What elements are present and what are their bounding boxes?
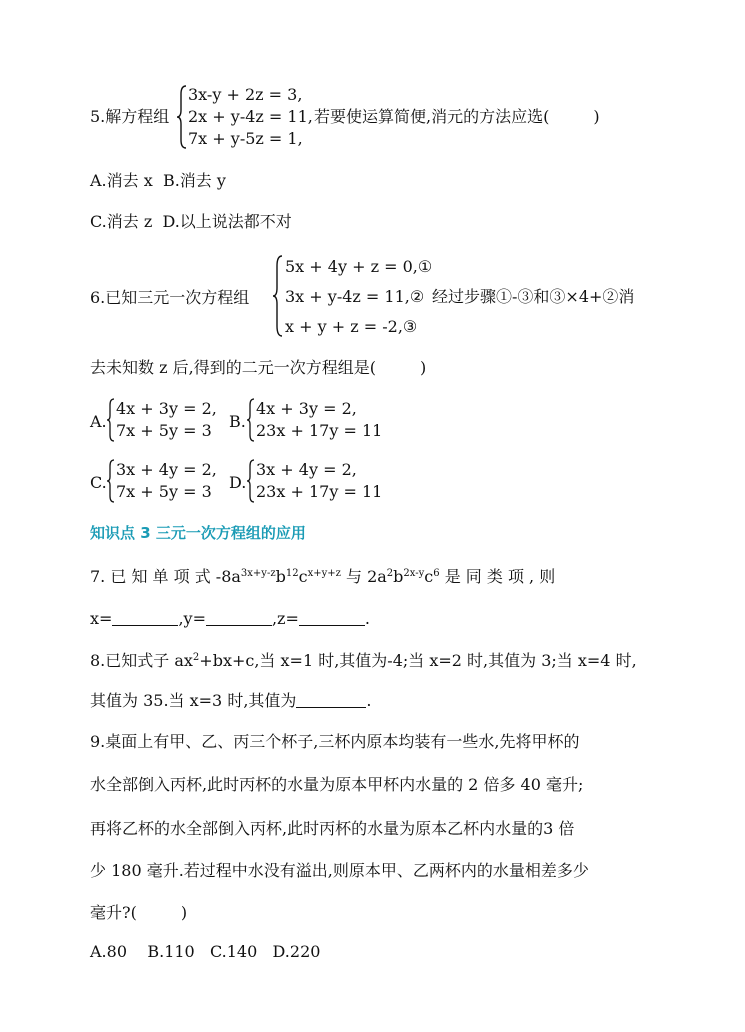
q8-line1: 8.已知式子 $ax^2+bx+c$,当 x=1 时,其值为-4;当 x=2 时,其值为 3;当 x=4 时, bbox=[90, 651, 637, 670]
q6-prefix: 6.已知三元一次方程组 bbox=[90, 288, 250, 307]
q6-close: ) bbox=[419, 358, 427, 377]
q6-option-d-system bbox=[256, 459, 396, 503]
q7-line1: 7. 已 知 单 项 式 $-8a^{3x+y-z}b^{12}c^{x+y+z}$ 与 $2a^2b^{2x-y}c^6$ 是 同 类 项 , 则 bbox=[90, 567, 556, 586]
q6-option-c-system bbox=[116, 459, 226, 503]
q6-option-c-eq1: 3x + 4y = 2, bbox=[116, 460, 217, 479]
q6-option-a-brace bbox=[106, 398, 116, 442]
q6-option-c-brace bbox=[106, 459, 116, 503]
q6-eq2: 3x + y-4z = 11,② bbox=[285, 287, 425, 306]
q6-option-b-eq1: 4x + 3y = 2, bbox=[256, 399, 357, 418]
q5-suffix: 若要使运算简便,消元的方法应选( bbox=[314, 107, 550, 126]
q5-option-d: D.以上说法都不对 bbox=[162, 212, 292, 231]
q5-eq3: 7x + y-5z = 1, bbox=[188, 129, 303, 148]
section-title: 知识点 3 三元一次方程组的应用 bbox=[90, 524, 306, 542]
q6-option-a-eq1: 4x + 3y = 2, bbox=[116, 399, 217, 418]
q9-line4: 少 180 毫升.若过程中水没有溢出,则原本甲、乙两杯内的水量相差多少 bbox=[90, 861, 589, 880]
q9-close: ) bbox=[180, 903, 188, 922]
q5-eq1: 3x-y + 2z = 3, bbox=[188, 85, 303, 104]
q6-brace bbox=[272, 254, 284, 338]
q6-option-d-label: D. bbox=[229, 473, 247, 492]
q5-eq2: 2x + y-4z = 11, bbox=[188, 107, 313, 126]
q5-close: ) bbox=[593, 107, 600, 126]
q6-option-b-system bbox=[256, 398, 396, 442]
q5-prefix: 5.解方程组 bbox=[90, 107, 170, 126]
q5-brace bbox=[176, 84, 188, 150]
q5-option-c: C.消去 z bbox=[90, 212, 153, 231]
q6-suffix: 经过步骤①-③和③×4+②消 bbox=[432, 287, 635, 306]
q6-option-a-label: A. bbox=[90, 412, 107, 431]
q6-option-b-eq2: 23x + 17y = 11 bbox=[256, 421, 383, 440]
q6-eq1: 5x + 4y + z = 0,① bbox=[285, 257, 433, 276]
q7-blank-z[interactable] bbox=[299, 609, 365, 626]
q6-option-d-eq1: 3x + 4y = 2, bbox=[256, 460, 357, 479]
q8-line2: 其值为 35.当 x=3 时,其值为 . bbox=[90, 691, 372, 710]
q6-option-a-eq2: 7x + 5y = 3 bbox=[116, 421, 212, 440]
q8-blank[interactable] bbox=[296, 691, 366, 708]
q9-line2: 水全部倒入丙杯,此时丙杯的水量为原本甲杯内水量的 2 倍多 40 毫升; bbox=[90, 775, 584, 794]
q9-options: A.80 B.110 C.140 D.220 bbox=[90, 942, 321, 961]
q7-blank-y[interactable] bbox=[206, 609, 272, 626]
q9-line3: 再将乙杯的水全部倒入丙杯,此时丙杯的水量为原本乙杯内水量的3 倍 bbox=[90, 819, 575, 838]
q6-option-c-eq2: 7x + 5y = 3 bbox=[116, 482, 212, 501]
q6-line2: 去未知数 z 后,得到的二元一次方程组是( bbox=[90, 358, 376, 377]
q9-line1: 9.桌面上有甲、乙、丙三个杯子,三杯内原本均装有一些水,先将甲杯的 bbox=[90, 732, 580, 751]
q6-option-b-label: B. bbox=[229, 412, 246, 431]
q6-eq3: x + y + z = -2,③ bbox=[285, 317, 418, 336]
q7-line2: x= ,y= ,z= . bbox=[90, 609, 370, 628]
q5-system bbox=[188, 84, 328, 150]
q6-option-a-system bbox=[116, 398, 226, 442]
q9-line5: 毫升?( bbox=[90, 903, 137, 922]
q6-system bbox=[285, 254, 445, 338]
q7-blank-x[interactable] bbox=[112, 609, 178, 626]
q6-option-c-label: C. bbox=[90, 473, 107, 492]
q6-option-d-brace bbox=[246, 459, 256, 503]
q5-option-a: A.消去 x bbox=[90, 171, 153, 190]
q6-option-d-eq2: 23x + 17y = 11 bbox=[256, 482, 383, 501]
q5-option-b: B.消去 y bbox=[162, 171, 226, 190]
q6-option-b-brace bbox=[246, 398, 256, 442]
